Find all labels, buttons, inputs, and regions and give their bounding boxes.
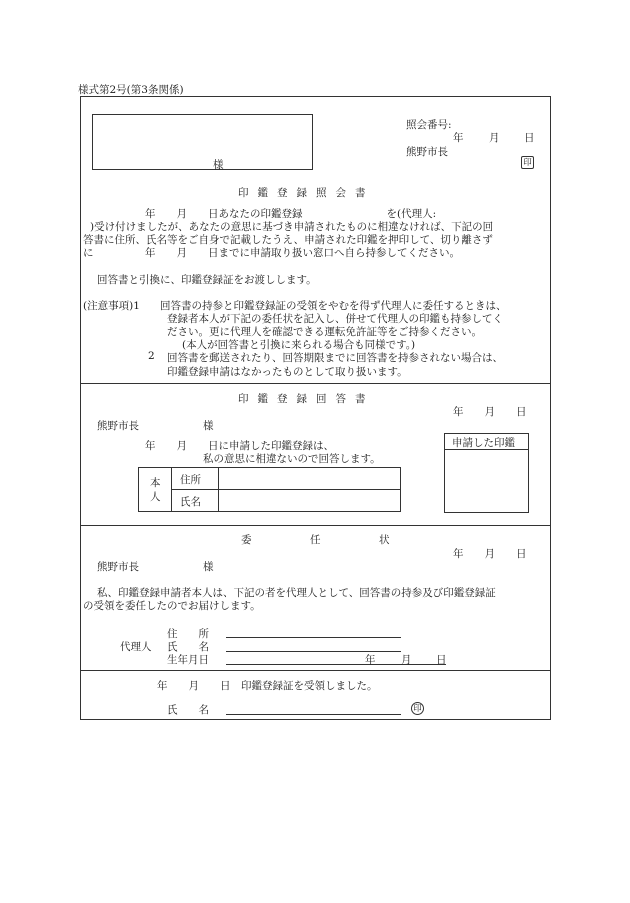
divider-proxy bbox=[80, 525, 551, 526]
inquiry-p1-line2: )受け付けましたが、あなたの意思に基づき申請されたものに相違なければ、下記の回 bbox=[90, 221, 494, 233]
agent-dob-field[interactable] bbox=[226, 664, 446, 665]
inquiry-year: 年 bbox=[453, 132, 464, 144]
inquiry-p1-line1: 年 月 日あなたの印鑑登録 を(代理人: bbox=[145, 208, 437, 220]
note1-line3: ださい。更に代理人を確認できる運転免許証等をご持参ください。 bbox=[167, 326, 482, 338]
principal-label-2: 人 bbox=[150, 491, 161, 503]
agent-dob-day: 日 bbox=[436, 654, 447, 666]
receipt-seal-icon: 印 bbox=[411, 702, 424, 715]
principal-address-label: 住所 bbox=[180, 474, 201, 486]
inquiry-p1-line4b: 年 月 日までに申請取り扱い窓口へ自ら持参してください。 bbox=[145, 247, 460, 259]
registered-seal-label: 申請した印鑑 bbox=[452, 437, 515, 449]
sender: 熊野市長 bbox=[406, 146, 448, 158]
proxy-title-3: 状 bbox=[379, 534, 390, 546]
proxy-title-1: 委 bbox=[241, 534, 252, 546]
inquiry-p2: 回答書と引換に、印鑑登録証をお渡しします。 bbox=[97, 274, 317, 286]
proxy-line1: 私、印鑑登録申請者本人は、下記の者を代理人として、回答書の持参及び印鑑登録証 bbox=[97, 587, 496, 599]
receipt-name-label: 氏 名 bbox=[167, 704, 209, 716]
agent-dob-year: 年 bbox=[365, 654, 376, 666]
note1-line2: 登録者本人が下記の委任状を記入し、併せて代理人の印鑑も持参してく bbox=[167, 313, 503, 325]
proxy-date: 年 月 日 bbox=[453, 548, 527, 560]
receipt-name-field[interactable] bbox=[226, 714, 401, 715]
principal-name-label: 氏名 bbox=[180, 496, 201, 508]
agent-label: 代理人 bbox=[120, 641, 152, 653]
agent-dob-month: 月 bbox=[401, 654, 412, 666]
note2-line1: 回答書を郵送されたり、回答期限までに回答書を持参されない場合は、 bbox=[167, 352, 503, 364]
proxy-to-suffix: 様 bbox=[203, 561, 214, 573]
agent-address-field[interactable] bbox=[226, 637, 401, 638]
addressee-box[interactable] bbox=[92, 114, 313, 170]
form-id: 様式第2号(第3条関係) bbox=[78, 84, 184, 96]
official-seal-icon: 印 bbox=[521, 156, 534, 169]
inquiry-day: 日 bbox=[524, 132, 535, 144]
note1-line1: 回答書の持参と印鑑登録証の受領をやむを得ず代理人に委任するときは、 bbox=[160, 300, 507, 312]
ref-no-label: 照会番号: bbox=[406, 119, 452, 131]
addressee-suffix: 様 bbox=[213, 159, 224, 171]
answer-to: 熊野市長 bbox=[97, 420, 139, 432]
proxy-to: 熊野市長 bbox=[97, 561, 139, 573]
answer-title: 印鑑登録回答書 bbox=[238, 393, 375, 405]
note2-line2: 印鑑登録申請はなかったものとして取り扱います。 bbox=[167, 366, 408, 378]
inquiry-p1-line3: 答書に住所、氏名等をご自身で記載したうえ、申請された印鑑を押印して、切り離さず bbox=[83, 234, 493, 246]
answer-date: 年 月 日 bbox=[453, 406, 527, 418]
inquiry-month: 月 bbox=[489, 132, 500, 144]
divider-answer bbox=[80, 383, 551, 384]
proxy-title-2: 任 bbox=[310, 534, 321, 546]
receipt-text: 年 月 日 印鑑登録証を受領しました。 bbox=[157, 680, 378, 692]
answer-line2: 私の意思に相違ないので回答します。 bbox=[203, 453, 381, 465]
principal-address-field[interactable] bbox=[220, 468, 400, 488]
answer-to-suffix: 様 bbox=[203, 420, 214, 432]
agent-name-label: 氏 名 bbox=[167, 641, 209, 653]
inquiry-p1-line4a: に bbox=[83, 247, 94, 259]
agent-address-label: 住 所 bbox=[167, 628, 209, 640]
proxy-line2: の受領を委任したのでお届けします。 bbox=[83, 600, 261, 612]
note1-line4: (本人が回答書と引換に来られる場合も同様です。) bbox=[182, 339, 416, 351]
divider-receipt bbox=[80, 670, 551, 671]
answer-line1: 年 月 日に申請した印鑑登録は、 bbox=[145, 440, 334, 452]
agent-dob-label: 生年月日 bbox=[167, 654, 209, 666]
inquiry-title: 印鑑登録照会書 bbox=[238, 187, 375, 199]
note2-num: 2 bbox=[148, 350, 155, 362]
principal-label-1: 本 bbox=[150, 477, 161, 489]
note-label: (注意事項)1 bbox=[83, 300, 140, 312]
principal-name-field[interactable] bbox=[220, 490, 400, 511]
